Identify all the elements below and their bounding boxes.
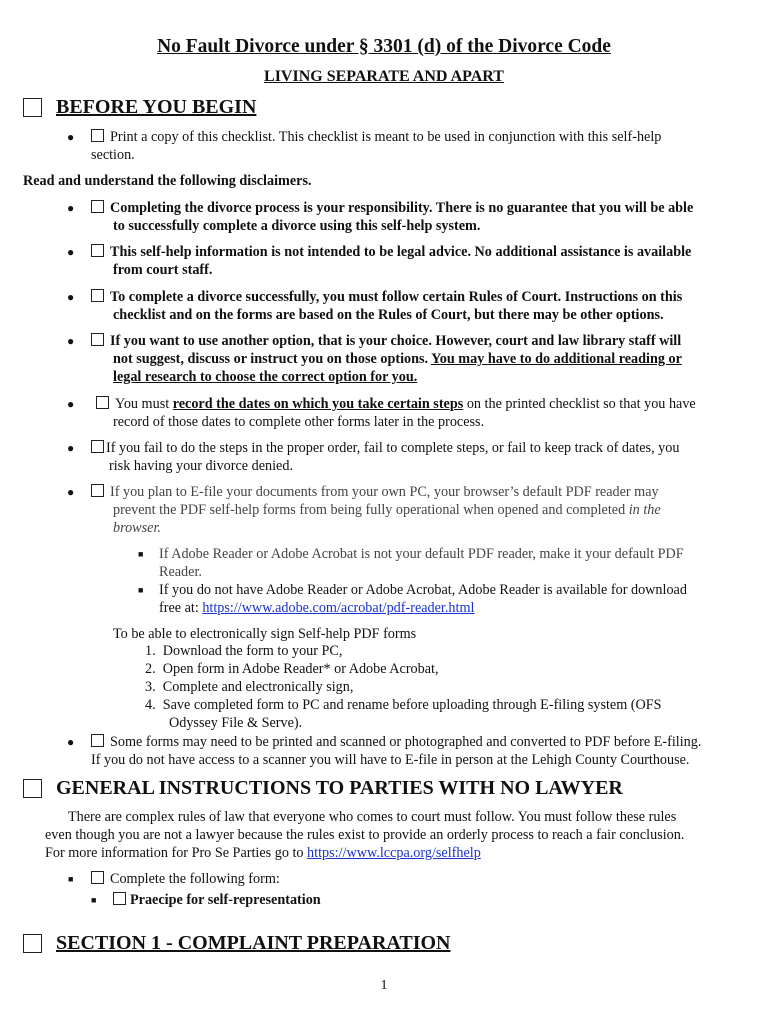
item-text: checklist and on the forms are based on the Rules of Court, but there may be other options.: [113, 307, 664, 323]
bullet-icon: ●: [67, 397, 75, 411]
item-checkbox[interactable]: [91, 129, 104, 142]
item-text: even though you are not a lawyer because the rules exist to provide an orderly process to reach a fair conclusion.: [45, 827, 685, 843]
checklist-item-record-dates: You must record the dates on which you take certain steps on the printed checklist so that you have: [96, 395, 696, 413]
checklist-item-disclaimer-3: To complete a divorce successfully, you must follow certain Rules of Court. Instructions on this: [91, 288, 682, 306]
adobe-reader-link[interactable]: https://www.adobe.com/acrobat/pdf-reader.html: [202, 600, 475, 616]
item-checkbox[interactable]: [91, 244, 104, 257]
item-checkbox[interactable]: [113, 892, 126, 905]
item-text: browser.: [113, 520, 161, 536]
document-title: No Fault Divorce under § 3301 (d) of the Divorce Code: [157, 36, 611, 57]
section-checkbox[interactable]: [23, 934, 42, 953]
item-text: If you do not have access to a scanner you will have to E-file in person at the Lehigh County Courthouse.: [91, 752, 690, 768]
section-checkbox[interactable]: [23, 779, 42, 798]
bullet-icon: ●: [67, 245, 75, 259]
bullet-icon: ●: [67, 201, 75, 215]
item-checkbox[interactable]: [91, 200, 104, 213]
item-text: record of those dates to complete other forms later in the process.: [113, 414, 485, 430]
bullet-icon: ●: [67, 334, 75, 348]
item-checkbox[interactable]: [91, 871, 104, 884]
esign-intro: To be able to electronically sign Self-help PDF forms: [113, 626, 417, 642]
item-text: prevent the PDF self-help forms from being fully operational when opened and completed in the: [113, 502, 661, 518]
item-checkbox[interactable]: [91, 289, 104, 302]
item-text: legal research to choose the correct option for you.: [113, 369, 418, 385]
checklist-item-disclaimer-1: Completing the divorce process is your responsibility. There is no guarantee that you will be able: [91, 199, 693, 217]
square-bullet-icon: ■: [138, 549, 144, 559]
esign-step-3: 3. Complete and electronically sign,: [145, 679, 354, 695]
item-text: risk having your divorce denied.: [109, 458, 293, 474]
section-heading: GENERAL INSTRUCTIONS TO PARTIES WITH NO LAWYER: [56, 777, 623, 799]
document-subtitle: LIVING SEPARATE AND APART: [264, 68, 504, 85]
item-text: For more information for Pro Se Parties go to https://www.lccpa.org/selfhelp: [45, 845, 481, 861]
item-checkbox[interactable]: [91, 440, 104, 453]
section-heading: SECTION 1 - COMPLAINT PREPARATION: [56, 932, 451, 954]
page-number: 1: [380, 978, 388, 993]
esign-step-4: 4. Save completed form to PC and rename before uploading through E-filing system (OFS: [145, 697, 662, 713]
general-paragraph: There are complex rules of law that everyone who comes to court must follow. You must follow these rules: [68, 809, 677, 825]
checklist-item-scan-forms: Some forms may need to be printed and scanned or photographed and converted to PDF before E-filing.: [91, 733, 701, 751]
section-before-you-begin: [23, 96, 256, 119]
checklist-item-steps-order: If you fail to do the steps in the proper order, fail to complete steps, or fail to keep track of dates, you: [91, 439, 679, 457]
checklist-item-disclaimer-4: If you want to use another option, that is your choice. However, court and law library staff will: [91, 332, 681, 350]
item-text: not suggest, discuss or instruct you on those options. You may have to do additional reading or: [113, 351, 682, 367]
bullet-icon: ●: [67, 290, 75, 304]
item-text: Odyssey File & Serve).: [169, 715, 303, 731]
checklist-item-praecipe: Praecipe for self-representation: [113, 891, 321, 909]
esign-step-2: 2. Open form in Adobe Reader* or Adobe Acrobat,: [145, 661, 439, 677]
item-checkbox[interactable]: [91, 484, 104, 497]
section-general-instructions: [23, 777, 623, 800]
checklist-item-efile-pc: If you plan to E-file your documents from your own PC, your browser’s default PDF reader may: [91, 483, 659, 501]
square-bullet-icon: ■: [91, 895, 97, 905]
item-text: free at: https://www.adobe.com/acrobat/pdf-reader.html: [159, 600, 475, 616]
bullet-icon: ●: [67, 735, 75, 749]
disclaimer-intro: Read and understand the following disclaimers.: [23, 173, 312, 189]
bullet-icon: ●: [67, 441, 75, 455]
sub-item-download-reader: If you do not have Adobe Reader or Adobe Acrobat, Adobe Reader is available for download: [159, 582, 687, 598]
checklist-item-complete-form: Complete the following form:: [91, 870, 280, 888]
section-complaint-preparation: [23, 932, 450, 955]
checklist-item-disclaimer-2: This self-help information is not intended to be legal advice. No additional assistance is available: [91, 243, 691, 261]
section-checkbox[interactable]: [23, 98, 42, 117]
item-text: Reader.: [159, 564, 202, 580]
checklist-item-print: Print a copy of this checklist. This checklist is meant to be used in conjunction with this self-help: [91, 128, 751, 146]
item-checkbox[interactable]: [96, 396, 109, 409]
bullet-icon: ●: [67, 130, 75, 144]
item-text: to successfully complete a divorce using this self-help system.: [113, 218, 481, 234]
item-checkbox[interactable]: [91, 333, 104, 346]
square-bullet-icon: ■: [68, 874, 74, 884]
item-text: section.: [91, 147, 135, 163]
section-heading: BEFORE YOU BEGIN: [56, 96, 257, 118]
selfhelp-link[interactable]: https://www.lccpa.org/selfhelp: [307, 845, 481, 861]
item-text: from court staff.: [113, 262, 213, 278]
sub-item-default-reader: If Adobe Reader or Adobe Acrobat is not your default PDF reader, make it your default PDF: [159, 546, 684, 562]
bullet-icon: ●: [67, 485, 75, 499]
square-bullet-icon: ■: [138, 585, 144, 595]
esign-step-1: 1. Download the form to your PC,: [145, 643, 343, 659]
item-checkbox[interactable]: [91, 734, 104, 747]
